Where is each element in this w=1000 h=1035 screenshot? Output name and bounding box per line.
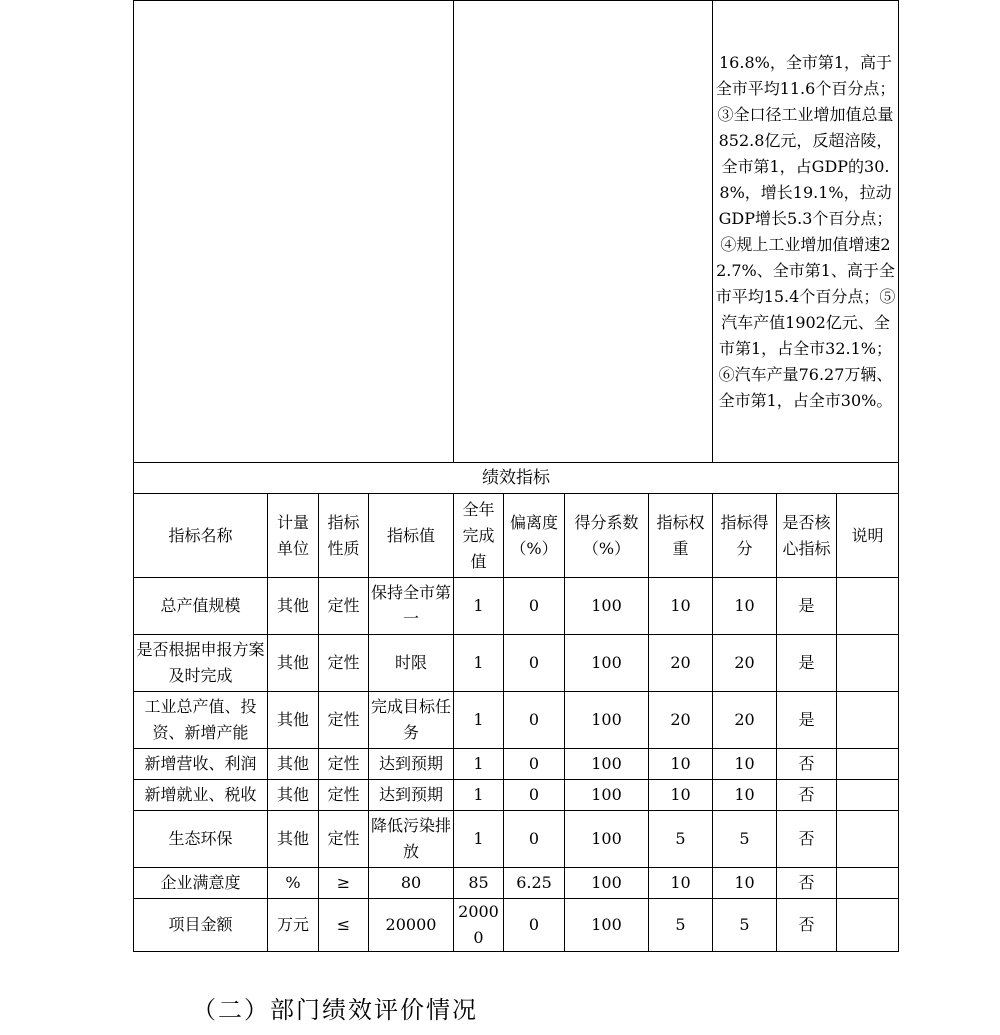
table-cell — [837, 692, 899, 749]
table-cell: 其他 — [268, 811, 319, 868]
table-cell: ≥ — [319, 868, 369, 899]
table-cell — [837, 749, 899, 780]
table-cell: % — [268, 868, 319, 899]
table-cell: 完成目标任务 — [369, 692, 454, 749]
header-cell: 是否核心指标 — [777, 494, 837, 578]
table-cell: 否 — [777, 811, 837, 868]
table-cell: 80 — [369, 868, 454, 899]
section-title: 绩效指标 — [134, 463, 899, 494]
table-cell: 是 — [777, 578, 837, 635]
top-empty-cell-2 — [454, 1, 713, 463]
header-cell: 偏离度（%） — [504, 494, 565, 578]
table-cell: 85 — [454, 868, 504, 899]
table-cell: 0 — [504, 635, 565, 692]
table-cell: 10 — [713, 868, 777, 899]
header-cell: 指标得分 — [713, 494, 777, 578]
header-row — [134, 494, 899, 578]
table-cell: 100 — [565, 749, 649, 780]
header-cell: 得分系数（%） — [565, 494, 649, 578]
table-cell — [837, 578, 899, 635]
table-row — [134, 868, 899, 899]
table-cell: 生态环保 — [134, 811, 268, 868]
table-cell: 10 — [713, 578, 777, 635]
header-cell: 指标名称 — [134, 494, 268, 578]
table-cell: 项目金额 — [134, 899, 268, 952]
table-cell: 20 — [713, 692, 777, 749]
header-cell: 指标性质 — [319, 494, 369, 578]
table-cell — [837, 811, 899, 868]
table-cell: 0 — [504, 749, 565, 780]
table-cell: 10 — [649, 780, 713, 811]
table-cell: 5 — [649, 811, 713, 868]
header-cell: 说明 — [837, 494, 899, 578]
table-cell: 10 — [713, 780, 777, 811]
table-row — [134, 692, 899, 749]
table-cell: 0 — [504, 811, 565, 868]
table-cell — [837, 899, 899, 952]
table-cell: 10 — [649, 578, 713, 635]
table-cell: 定性 — [319, 811, 369, 868]
table-cell: 降低污染排放 — [369, 811, 454, 868]
table-cell: 达到预期 — [369, 780, 454, 811]
table-cell: 1 — [454, 692, 504, 749]
table-cell: 达到预期 — [369, 749, 454, 780]
table-cell: 1 — [454, 635, 504, 692]
table-cell: 定性 — [319, 578, 369, 635]
table-cell: 10 — [649, 749, 713, 780]
table-cell: 6.25 — [504, 868, 565, 899]
table-cell: 100 — [565, 811, 649, 868]
table-cell: 否 — [777, 780, 837, 811]
table-row — [134, 635, 899, 692]
table-cell: 万元 — [268, 899, 319, 952]
footer-heading: （二）部门绩效评价情况 — [192, 996, 478, 1024]
table-cell: 10 — [713, 749, 777, 780]
top-description-text: 16.8%，全市第1，高于全市平均11.6个百分点；③全口径工业增加值总量852.8亿元，反超涪陵，全市第1，占GDP的30.8%，增长19.1%，拉动GDP增长5.3个百分点；④规上工业增加值增速22.7%、全市第1、高于全市平均15.4个百分点；⑤汽车产值1902亿元、全市第1，占全市32.1%；⑥汽车产量76.27万辆、全市第1，占全市30%。 — [713, 1, 899, 463]
table-cell: 总产值规模 — [134, 578, 268, 635]
table-cell: 5 — [649, 899, 713, 952]
table-cell: 100 — [565, 780, 649, 811]
table-cell: 其他 — [268, 635, 319, 692]
table-cell: 100 — [565, 899, 649, 952]
table-row — [134, 811, 899, 868]
table-cell: 1 — [454, 780, 504, 811]
table-row — [134, 578, 899, 635]
table-cell: 是 — [777, 692, 837, 749]
header-cell: 全年完成值 — [454, 494, 504, 578]
table-cell: 否 — [777, 899, 837, 952]
table-cell — [837, 635, 899, 692]
table-cell: 20000 — [369, 899, 454, 952]
table-cell: 20 — [649, 635, 713, 692]
table-cell: 其他 — [268, 749, 319, 780]
table-cell: 定性 — [319, 780, 369, 811]
table-row — [134, 749, 899, 780]
table-cell: 5 — [713, 899, 777, 952]
table-cell: 10 — [649, 868, 713, 899]
table-cell: 定性 — [319, 749, 369, 780]
table-cell: 保持全市第一 — [369, 578, 454, 635]
header-cell: 指标权重 — [649, 494, 713, 578]
table-row — [134, 780, 899, 811]
table-cell: 1 — [454, 578, 504, 635]
table-cell: 100 — [565, 635, 649, 692]
top-section-row — [134, 1, 899, 463]
table-cell — [837, 868, 899, 899]
table-cell: 20 — [713, 635, 777, 692]
table-cell: 定性 — [319, 635, 369, 692]
table-cell — [837, 780, 899, 811]
table-cell: 是否根据申报方案及时完成 — [134, 635, 268, 692]
table-cell: 否 — [777, 749, 837, 780]
table-cell: 1 — [454, 749, 504, 780]
table-cell: 是 — [777, 635, 837, 692]
table-cell: 工业总产值、投资、新增产能 — [134, 692, 268, 749]
table-cell: 新增就业、税收 — [134, 780, 268, 811]
table-cell: 0 — [504, 780, 565, 811]
table-cell: 否 — [777, 868, 837, 899]
table-cell: 20 — [649, 692, 713, 749]
table-cell: 20000 — [454, 899, 504, 952]
table-cell: ≤ — [319, 899, 369, 952]
table-cell: 定性 — [319, 692, 369, 749]
table-cell: 企业满意度 — [134, 868, 268, 899]
table-cell: 100 — [565, 578, 649, 635]
table-cell: 其他 — [268, 692, 319, 749]
table-row — [134, 899, 899, 952]
table-cell: 新增营收、利润 — [134, 749, 268, 780]
table-cell: 5 — [713, 811, 777, 868]
performance-table — [133, 0, 899, 952]
table-cell: 时限 — [369, 635, 454, 692]
table-cell: 其他 — [268, 578, 319, 635]
top-empty-cell-1 — [134, 1, 454, 463]
table-cell: 100 — [565, 868, 649, 899]
table-cell: 0 — [504, 692, 565, 749]
table-cell: 0 — [504, 899, 565, 952]
header-cell: 指标值 — [369, 494, 454, 578]
table-cell: 1 — [454, 811, 504, 868]
table-cell: 其他 — [268, 780, 319, 811]
table-cell: 0 — [504, 578, 565, 635]
header-cell: 计量单位 — [268, 494, 319, 578]
table-cell: 100 — [565, 692, 649, 749]
